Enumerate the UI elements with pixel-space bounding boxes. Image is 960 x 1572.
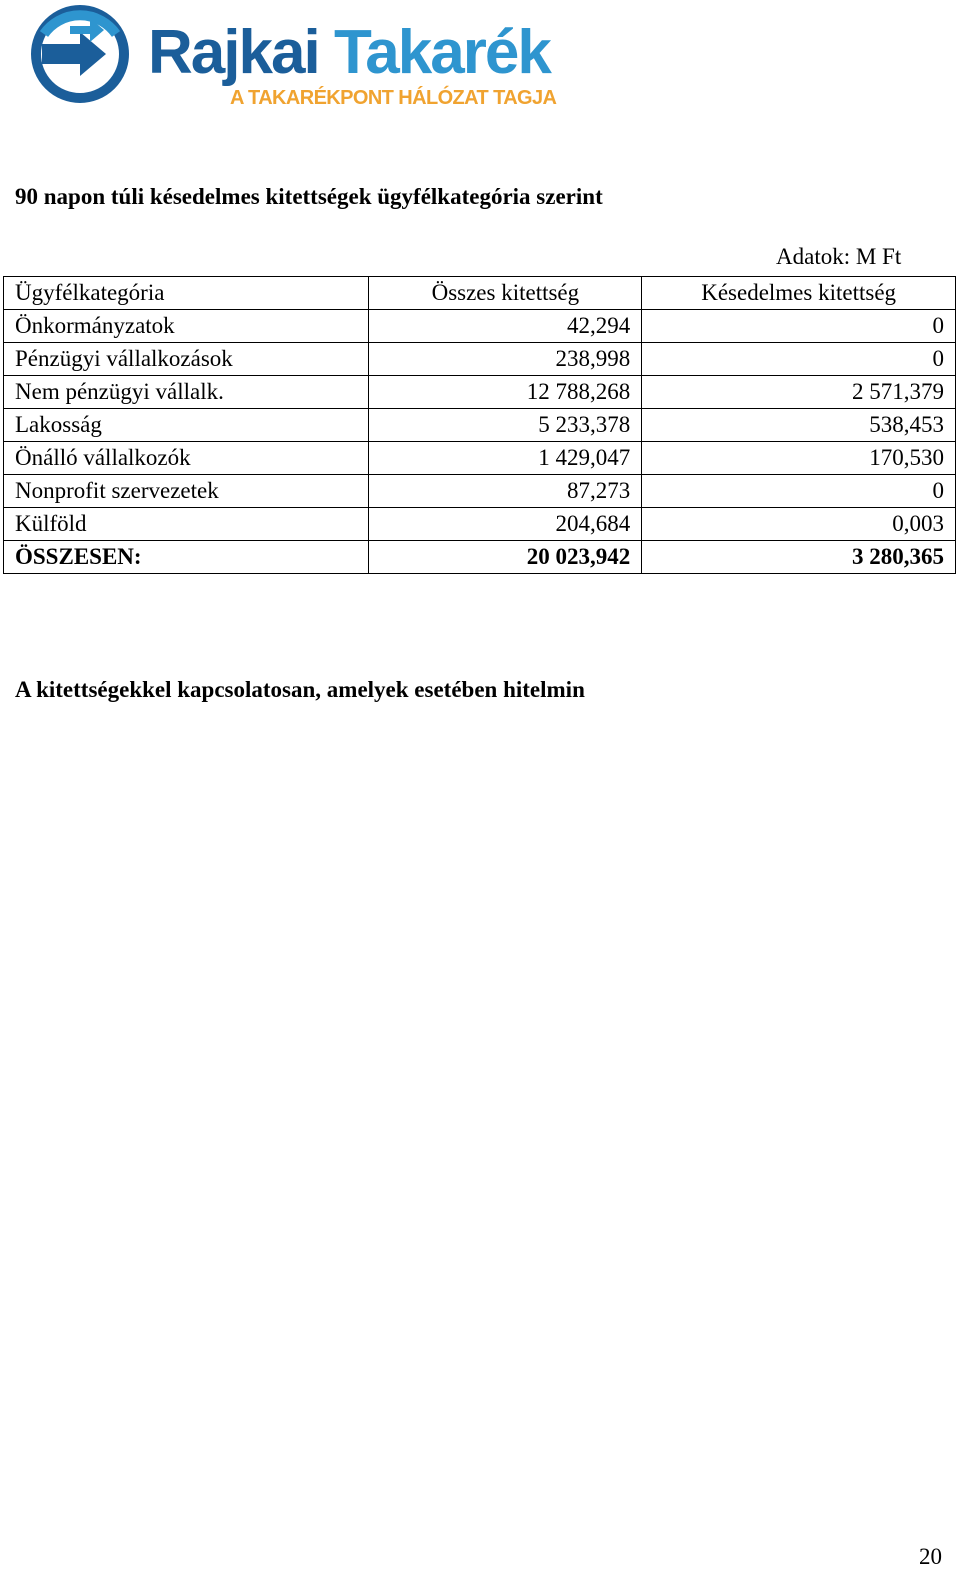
row-category: Önálló vállalkozók xyxy=(4,442,369,475)
header-total-exposure: Összes kitettség xyxy=(369,277,642,310)
table-total-row xyxy=(4,541,956,574)
table-row xyxy=(4,442,956,475)
row-category: Lakosság xyxy=(4,409,369,442)
row-total-exposure: 1 429,047 xyxy=(369,442,642,475)
trailing-paragraph: A kitettségekkel kapcsolatosan, amelyek esetében hitelmin xyxy=(15,677,585,702)
total-exposure-sum: 20 023,942 xyxy=(369,541,642,574)
table-row xyxy=(4,409,956,442)
row-category: Külföld xyxy=(4,508,369,541)
row-late-exposure: 538,453 xyxy=(642,409,956,442)
table-row xyxy=(4,376,956,409)
row-total-exposure: 87,273 xyxy=(369,475,642,508)
table-row xyxy=(4,508,956,541)
section-heading: 90 napon túli késedelmes kitettségek ügyfélkategória szerint xyxy=(15,184,603,209)
logo-tagline: A TAKARÉKPONT HÁLÓZAT TAGJA xyxy=(230,87,557,109)
table-header-row xyxy=(4,277,956,310)
row-total-exposure: 42,294 xyxy=(369,310,642,343)
row-late-exposure: 0 xyxy=(642,310,956,343)
row-late-exposure: 0 xyxy=(642,475,956,508)
table-row xyxy=(4,343,956,376)
row-category: Pénzügyi vállalkozások xyxy=(4,343,369,376)
rajkai-takarek-logo xyxy=(30,4,570,114)
table-row xyxy=(4,475,956,508)
row-category: Nem pénzügyi vállalk. xyxy=(4,376,369,409)
row-total-exposure: 238,998 xyxy=(369,343,642,376)
logo-name-rajkai: Rajkai xyxy=(148,18,319,87)
row-late-exposure: 0,003 xyxy=(642,508,956,541)
header-category: Ügyfélkategória xyxy=(4,277,369,310)
row-late-exposure: 2 571,379 xyxy=(642,376,956,409)
row-category: Önkormányzatok xyxy=(4,310,369,343)
row-late-exposure: 0 xyxy=(642,343,956,376)
late-exposure-sum: 3 280,365 xyxy=(642,541,956,574)
row-total-exposure: 5 233,378 xyxy=(369,409,642,442)
exposure-table xyxy=(3,276,956,574)
header-late-exposure: Késedelmes kitettség xyxy=(642,277,956,310)
row-category: Nonprofit szervezetek xyxy=(4,475,369,508)
total-label: ÖSSZESEN: xyxy=(4,541,369,574)
logo-name-takarek: Takarék xyxy=(334,18,550,87)
page-number: 20 xyxy=(919,1544,942,1569)
unit-note: Adatok: M Ft xyxy=(776,244,902,269)
row-total-exposure: 204,684 xyxy=(369,508,642,541)
table-row xyxy=(4,310,956,343)
row-total-exposure: 12 788,268 xyxy=(369,376,642,409)
arrows-logo-icon xyxy=(30,4,130,104)
row-late-exposure: 170,530 xyxy=(642,442,956,475)
